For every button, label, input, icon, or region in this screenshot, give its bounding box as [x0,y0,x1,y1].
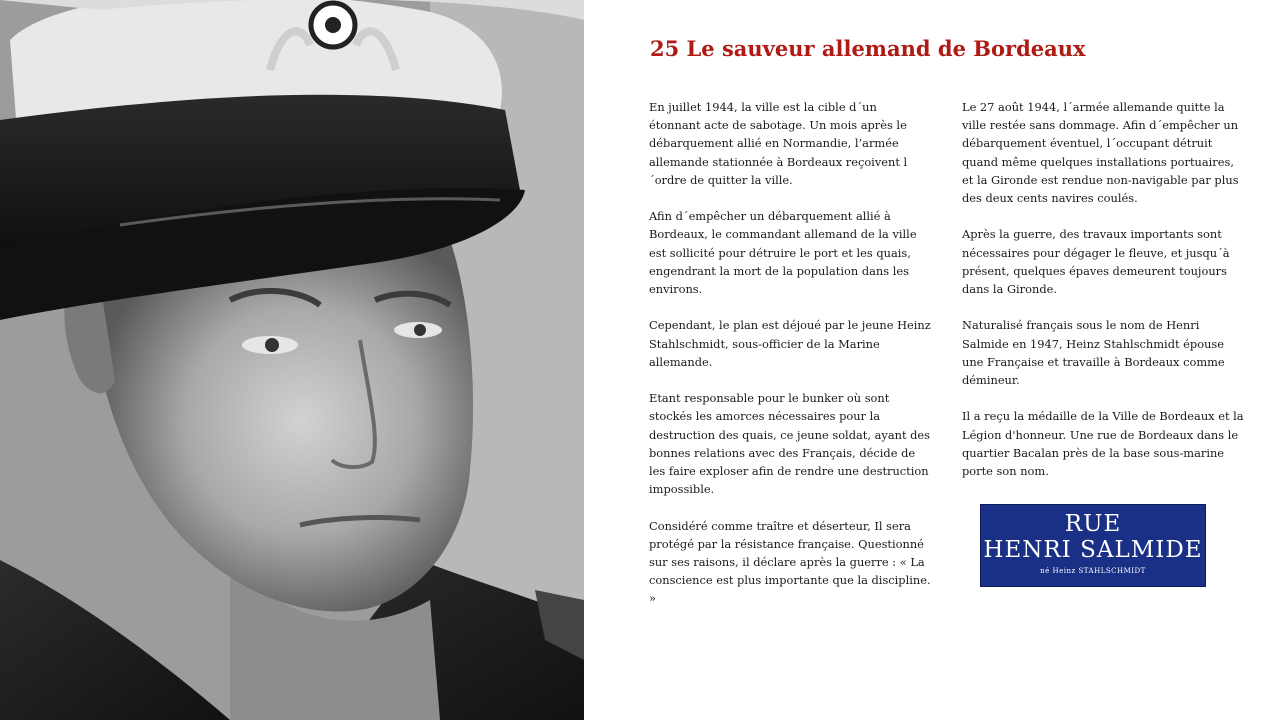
portrait-photo-icon [0,0,584,720]
street-sign-image [980,504,1206,587]
street-sign-line1: RUE [1064,511,1122,537]
right-text-column [962,98,1244,498]
left-text-column [649,98,931,626]
paragraph: Naturalisé français sous le nom de Henri Salmide en 1947, Heinz Stahlschmidt épouse une Française et travaille à Bordeaux comme démineur. [962,318,1225,388]
paragraph: Afin d´empêcher un débarquement allié à Bordeaux, le commandant allemand de la ville est sollicité pour détruire le port et les quais, engendrant la mort de la population dans les environs. [649,209,917,297]
street-sign-line3: né Heinz STAHLSCHMIDT [1040,567,1146,575]
paragraph: Considéré comme traître et déserteur, Il sera protégé par la résistance française. Questionné sur ses raisons, il déclare après la guerre : « La conscience est plus importante que la discipline. » [649,518,931,606]
paragraph: Après la guerre, des travaux importants sont nécessaires pour dégager le fleuve, et jusqu´à présent, quelques épaves demeurent toujours dans la Gironde. [962,227,1230,297]
page-title: 25 Le sauveur allemand de Bordeaux [650,36,1086,61]
paragraph: Cependant, le plan est déjoué par le jeune Heinz Stahlschmidt, sous-officier de la Marine allemande. [649,318,931,369]
paragraph: Etant responsable pour le bunker où sont stockés les amorces nécessaires pour la destruction des quais, ce jeune soldat, ayant des bonnes relations avec des Français, décide de les faire exploser afin de rendre une destruction impossible. [649,391,931,497]
street-sign-line2: HENRI SALMIDE [983,537,1203,563]
paragraph: Le 27 août 1944, l´armée allemande quitte la ville restée sans dommage. Afin d´empêcher un débarquement éventuel, l´occupant détruit quand même quelques installations portuaires, et la Gironde est rendue non-navigable par plus des deux cents navires coulés. [962,100,1239,206]
portrait-photo [0,0,584,720]
paragraph: En juillet 1944, la ville est la cible d´un étonnant acte de sabotage. Un mois après le débarquement allié en Normandie, l’armée allemande stationnée à Bordeaux reçoivent l´ordre de quitter la ville. [649,100,908,187]
paragraph: Il a reçu la médaille de la Ville de Bordeaux et la Légion d'honneur. Une rue de Bordeaux dans le quartier Bacalan près de la base sous-marine porte son nom. [962,409,1244,479]
